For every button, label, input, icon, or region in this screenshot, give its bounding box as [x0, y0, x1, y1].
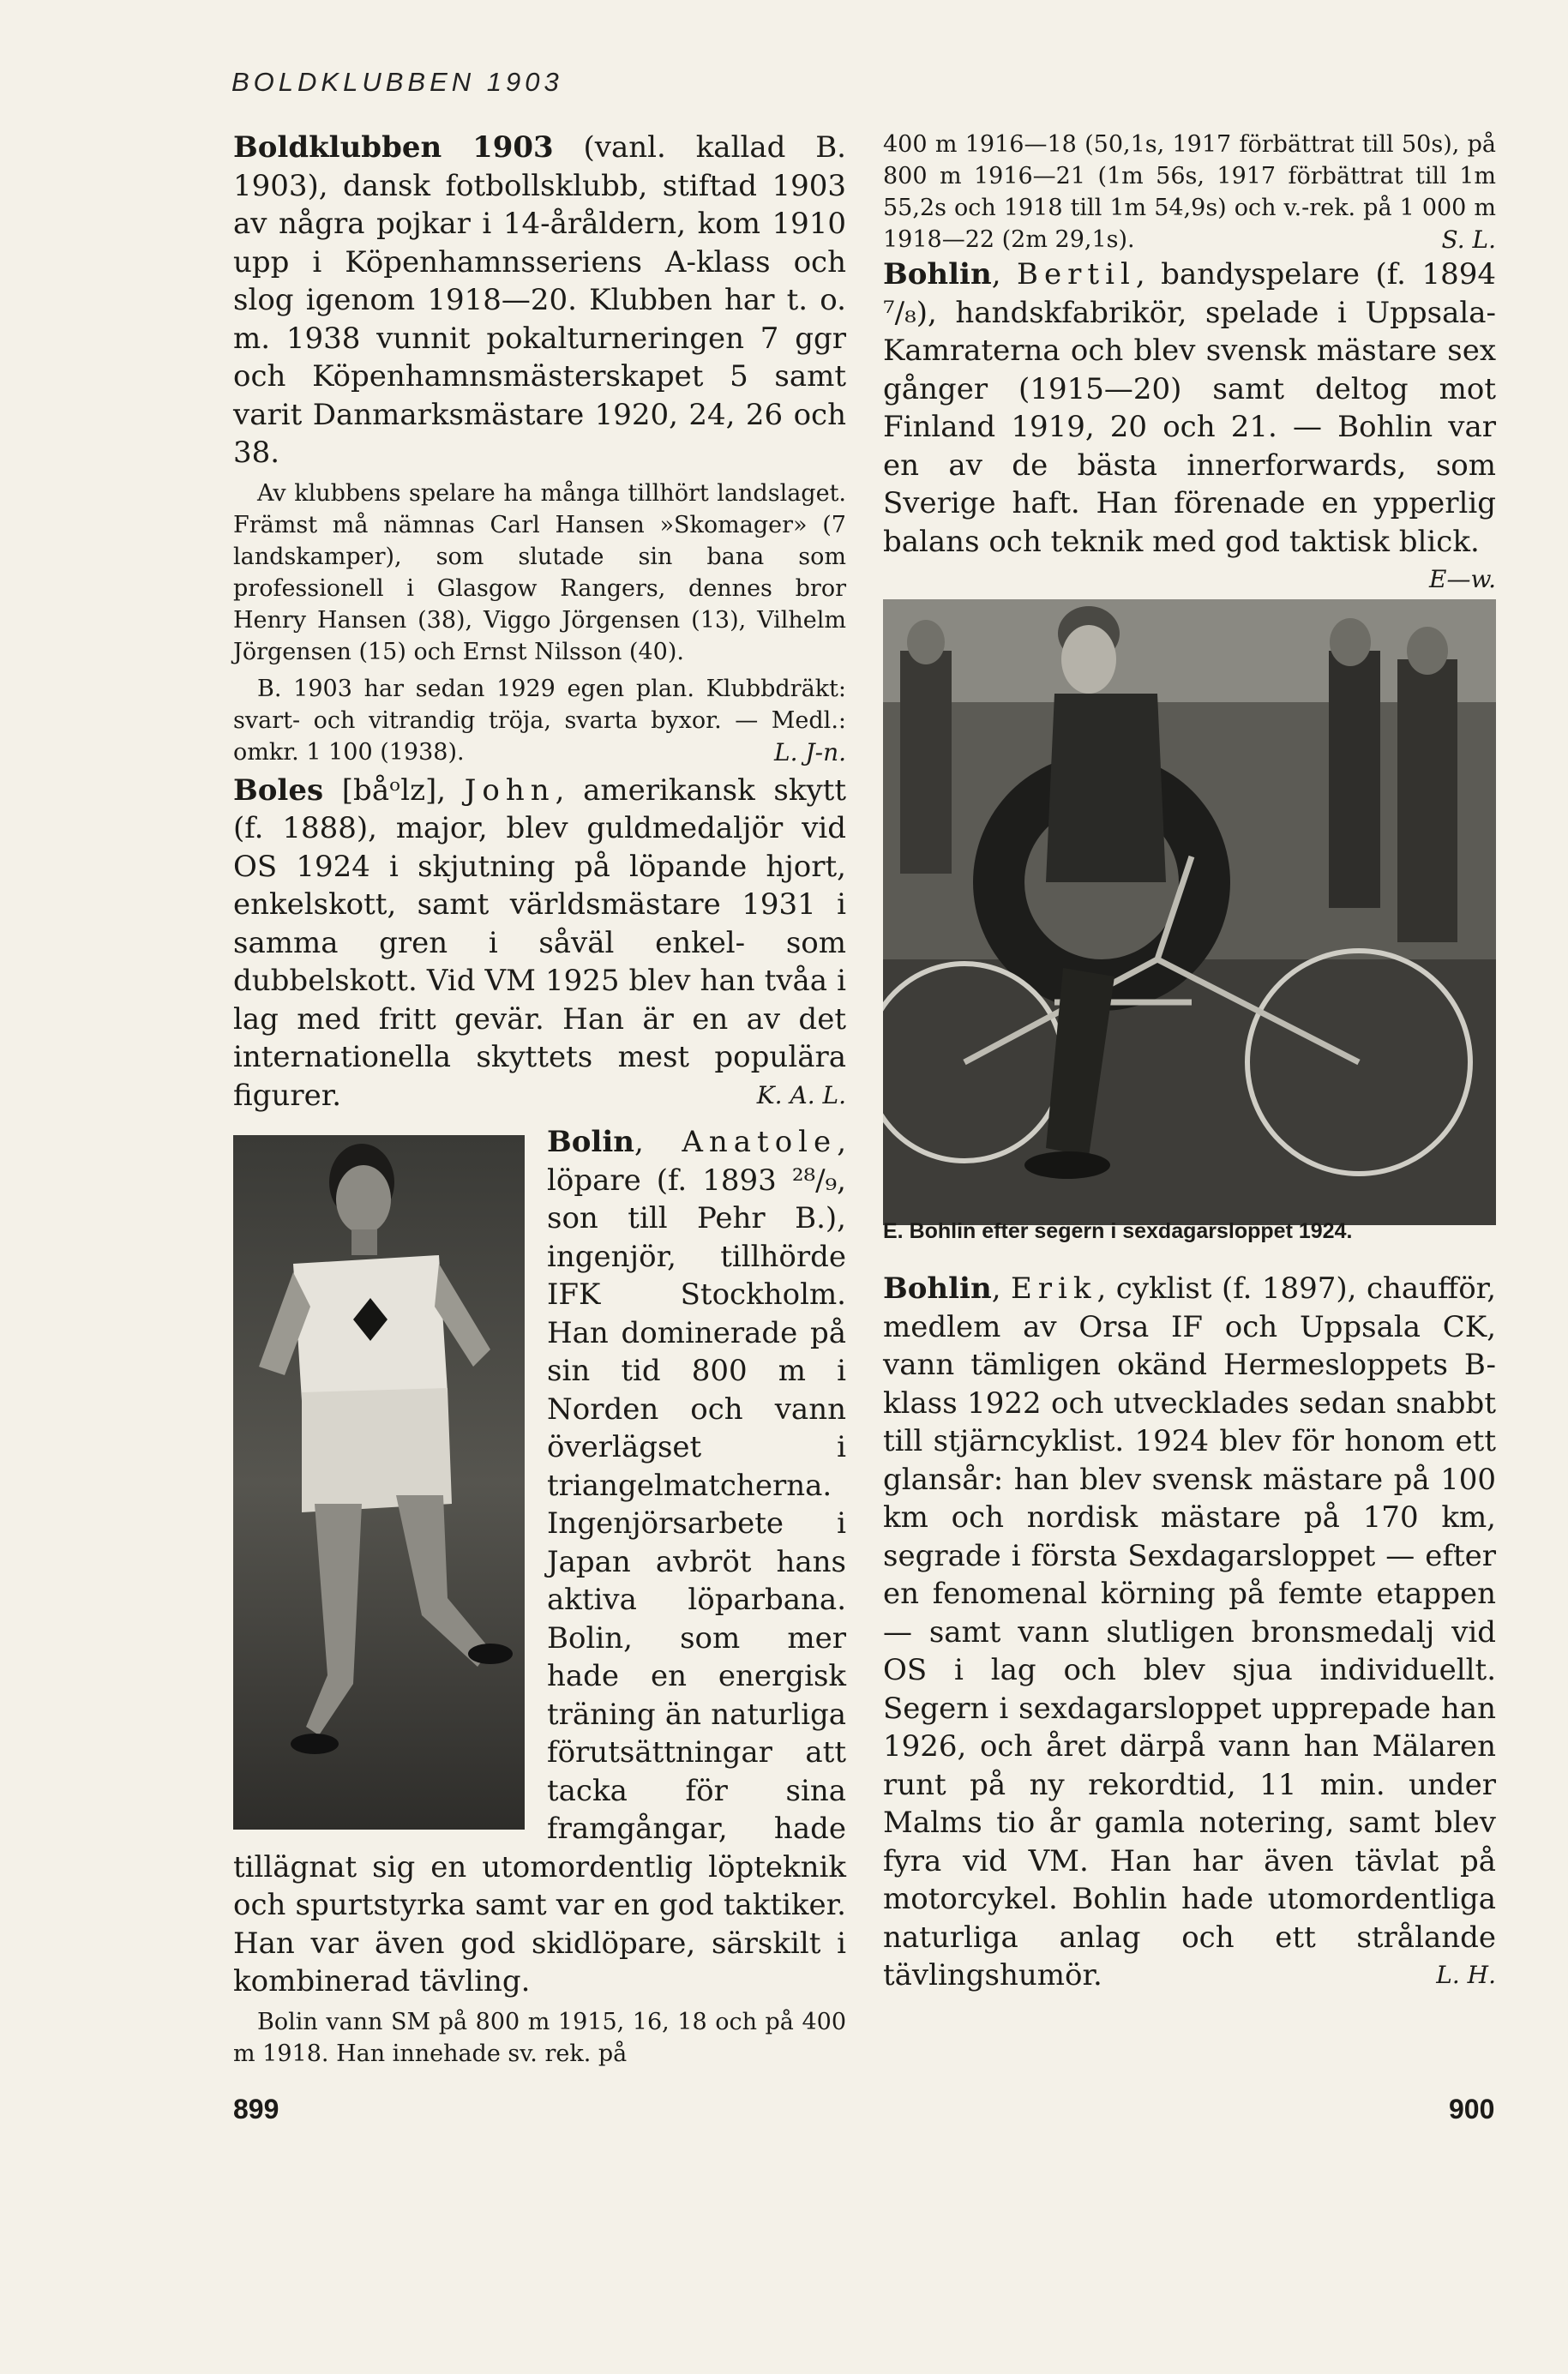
headword: Boldklubben 1903 [233, 130, 554, 165]
entry-text: , amerikansk skytt (f. 1888), major, blev guldmedaljör vid OS 1924 i skjutning på löpande hjort, enkelskott, samt världsmästare 1931 i samma gren i såväl enkel- som dubbelskott. Vid VM 1925 blev han tvåa i lag med fritt gevär. Han är en av det internationella skyttets mest populära figurer. [233, 772, 847, 1113]
entry-text: , cyklist (f. 1897), chaufför, medlem av Orsa IF och Uppsala CK, vann tämligen okänd Hermesloppets B-klass 1922 och utvecklades sedan snabbt till stjärncyklist. 1924 blev för honom ett glansår: han blev svensk mästare på 100 km och nordisk mästare på 170 km, segrade i första Sexdagarsloppet — efter en fenomenal körning på femte etappen — samt vann slutligen bronsmedalj vid OS i lag och blev sjua individuellt. Segern i sexdagarsloppet upprepade han 1926, och året därpå vann han Mälaren runt på ny rekordtid, 11 min. under Malms tio år gamla notering, samt blev fyra vid VM. Han har även tävlat på motorcykel. Bohlin hade utomordentliga naturliga anlag och ett strålande tävlingshumör. [883, 1271, 1496, 1992]
signature: L. H. [1436, 1961, 1496, 1989]
entry-boles [233, 772, 846, 1115]
entry-note: Bolin vann SM på 800 m 1915, 16, 18 och på 400 m 1918. Han innehade sv. rek. på [233, 2008, 846, 2067]
given-name: Bertil [1017, 257, 1136, 291]
runner-photo-image [233, 1135, 525, 1830]
entry-text: , bandyspelare (f. 1894 ⁷/₈), handskfabrikör, spelade i Uppsala-Kamraterna och blev svensk mästare sex gånger (1915—20) samt deltog mot Finland 1919, 20 och 21. — Bohlin var en av de bästa innerforwards, som Sverige haft. Han förenade en ypperlig balans och teknik med god taktisk blick. [883, 257, 1496, 559]
pronunciation: [båᵒlz], [323, 772, 465, 808]
headword: Bohlin [883, 257, 992, 291]
cyclist-photo [883, 578, 1496, 1204]
entry-note [233, 673, 846, 768]
left-column [233, 129, 846, 2070]
entry-bolin: Bolin, Anatole, löpare (f. 1893 ²⁸/₉, son till Pehr B.), ingenjör, tillhörde IFK Stockholm. Han dominerade på sin tid 800 m i Norden och vann överlägset i triangelmatcherna. Ingenjörsarbete i Japan avbröt hans aktiva löparbana. Bolin, som mer hade en energisk träning än naturliga förutsättningar att tacka för sina framgångar, hade tillägnat sig en utomordentlig löpteknik och spurtstyrka samt var en god taktiker. Han var även god skidlöpare, särskilt i kombinerad tävling. Bolin vann SM på 800 m 1915, 16, 18 och på 400 m 1918. Han innehade sv. rek. på [233, 1123, 846, 2070]
headword: Bohlin [883, 1271, 992, 1306]
given-name: Anatole [682, 1125, 838, 1159]
entry-bohlin-bertil: Bohlin, Bertil, bandyspelare (f. 1894 ⁷/₈), handskfabrikör, spelade i Uppsala-Kamraterna och blev svensk mästare sex gånger (1915—20) samt deltog mot Finland 1919, 20 och 21. — Bohlin var en av de bästa innerforwards, som Sverige haft. Han förenade en ypperlig balans och teknik med god taktisk blick. E—w. [883, 255, 1496, 561]
entry-boldklubben [233, 129, 846, 472]
headword: Boles [233, 772, 324, 808]
running-head: BOLDKLUBBEN 1903 [231, 67, 563, 97]
page-number-left: 899 [233, 2094, 279, 2125]
runner-photo [233, 1135, 525, 1830]
entry-text: , löpare (f. 1893 ²⁸/₉, son till Pehr B.), ingenjör, tillhörde IFK Stockholm. Han dominerade på sin tid 800 m i Norden och vann överlägset i triangelmatcherna. Ingenjörsarbete i Japan avbröt hans aktiva löparbana. Bolin, som mer hade en energisk träning än naturliga förutsättningar att tacka för sina framgångar, hade tillägnat sig en utomordentlig löpteknik och spurtstyrka samt var en god taktiker. Han var även god skidlöpare, särskilt i kombinerad tävling. [233, 1125, 846, 1998]
signature: L. J-n. [773, 737, 846, 766]
entry-note: Av klubbens spelare ha många tillhört landslaget. Främst må nämnas Carl Hansen »Skomager» (7 landskamper), som slutade sin bana som professionell i Glasgow Rangers, dennes bror Henry Hansen (38), Viggo Jörgensen (13), Vilhelm Jörgensen (15) och Ernst Nilsson (40). [233, 479, 846, 665]
entry-note-text: B. 1903 har sedan 1929 egen plan. Klubbdräkt: svart- och vitrandig tröja, svarta byxor. — Medl.: omkr. 1 100 (1938). [233, 675, 846, 766]
signature: K. A. L. [756, 1080, 846, 1109]
entry-note [883, 129, 1496, 255]
entry-text: (vanl. kallad B. 1903), dansk fotbollsklubb, stiftad 1903 av några pojkar i 14-åråldern, kom 1910 upp i Köpenhamnsseriens A-klass och slog igenom 1918—20. Klubben har t. o. m. 1938 vunnit pokalturneringen 7 ggr och Köpenhamnsmästerskapet 5 samt varit Danmarksmästare 1920, 24, 26 och 38. [233, 130, 846, 470]
signature: S. L. [1441, 225, 1496, 254]
headword: Bolin [547, 1125, 634, 1159]
photo-caption: E. Bohlin efter segern i sexdagarsloppet 1924. [883, 1219, 1353, 1243]
entry-note-text: 400 m 1916—18 (50,1s, 1917 förbättrat till 50s), på 800 m 1916—21 (1m 56s, 1917 förbättrat till 1m 55,2s och 1918 till 1m 54,9s) och v.-rek. på 1 000 m 1918—22 (2m 29,1s). [883, 131, 1496, 253]
cyclist-photo-image [883, 599, 1496, 1225]
given-name: John [464, 772, 556, 808]
page-number-right: 900 [1449, 2094, 1495, 2125]
signature: E—w. [1429, 565, 1496, 593]
given-name: Erik [1010, 1271, 1097, 1306]
entry-bohlin-erik: Bohlin, Erik, cyklist (f. 1897), chaufför, medlem av Orsa IF och Uppsala CK, vann tämligen okänd Hermesloppets B-klass 1922 och utvecklades sedan snabbt till stjärncyklist. 1924 blev för honom ett glansår: han blev svensk mästare på 100 km och nordisk mästare på 170 km, segrade i första Sexdagarsloppet — efter en fenomenal körning på femte etappen — samt vann slutligen bronsmedalj vid OS i lag och blev sjua individuellt. Segern i sexdagarsloppet upprepade han 1926, och året därpå vann han Mälaren runt på ny rekordtid, 11 min. under Malms tio år gamla notering, samt blev fyra vid VM. Han har även tävlat på motorcykel. Bohlin hade utomordentliga naturliga anlag och ett strålande tävlingshumör. L. H. [883, 1270, 1496, 1995]
right-column [883, 129, 1496, 1995]
